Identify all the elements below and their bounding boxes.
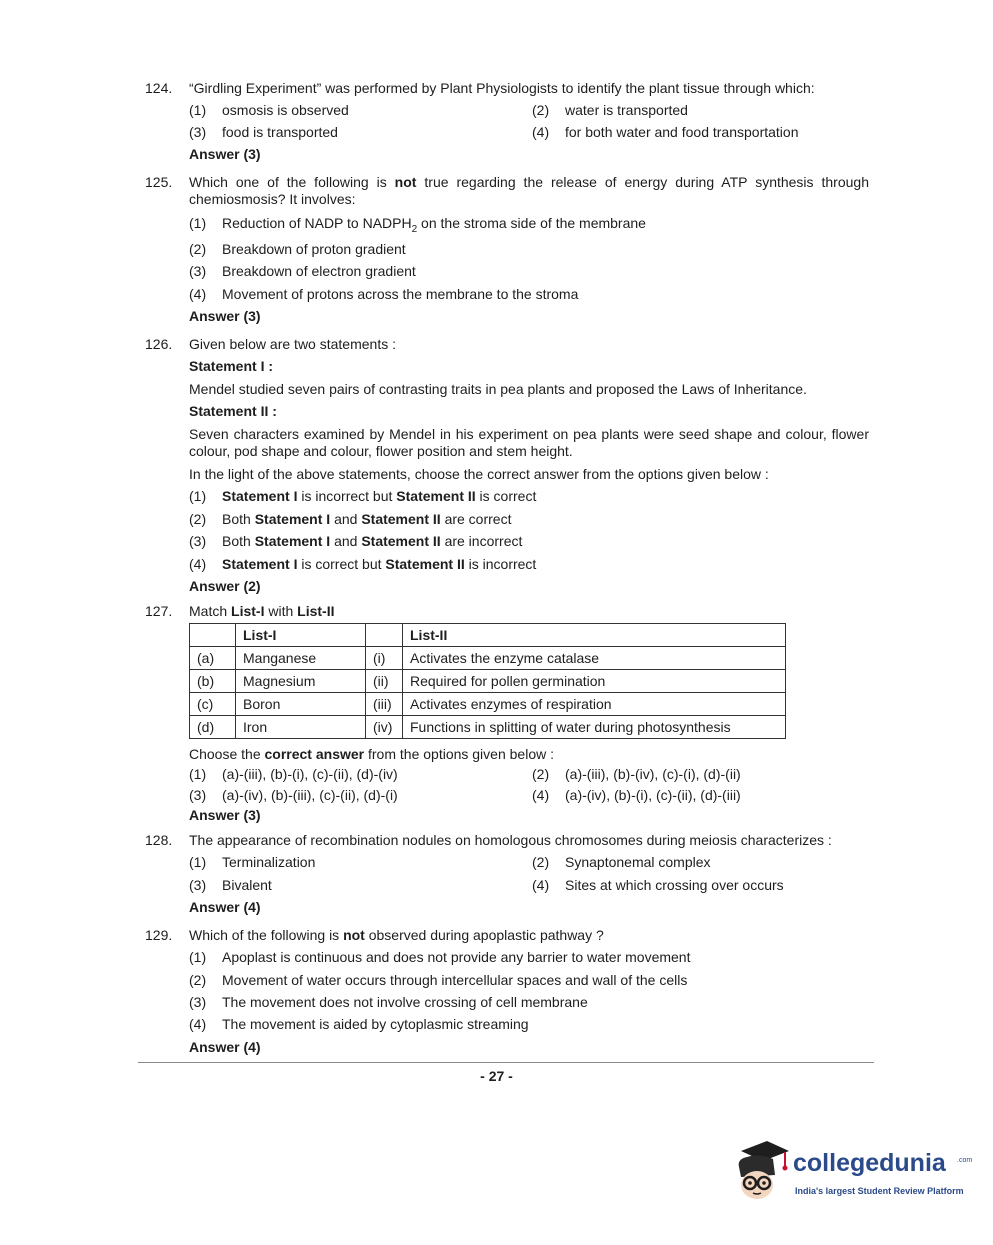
logo-wordmark: collegedunia (793, 1149, 946, 1177)
option-1: (1) Statement I is incorrect but Statement II is correct (189, 488, 537, 504)
option-4: (4) Statement I is correct but Statement II is incorrect (189, 556, 537, 572)
table-cell: (c) (190, 693, 236, 716)
instruction-text: Choose the correct answer from the options given below : (189, 746, 554, 762)
table-header-cell: List-II (403, 624, 786, 647)
table-cell: (iii) (366, 693, 403, 716)
table-cell: Boron (236, 693, 366, 716)
logo-tagline: India's largest Student Review Platform (795, 1186, 964, 1196)
table-row (190, 693, 786, 716)
table-cell: (i) (366, 647, 403, 670)
table-cell (190, 624, 236, 647)
option-4: (4) for both water and food transportation (532, 124, 799, 140)
question-text: “Girdling Experiment” was performed by Plant Physiologists to identify the plant tissue through which: (189, 80, 815, 96)
answer: Answer (2) (189, 578, 261, 594)
question-text: Given below are two statements : (189, 336, 396, 352)
option-1: (1) Reduction of NADP to $NADPH_2$ on the stroma side of the membrane (189, 215, 646, 235)
answer: Answer (3) (189, 807, 261, 823)
table-cell: Activates enzymes of respiration (403, 693, 786, 716)
question-text: The appearance of recombination nodules on homologous chromosomes during meiosis characterizes : (189, 832, 832, 848)
option-4: (4) (a)-(iv), (b)-(i), (c)-(ii), (d)-(iii) (532, 787, 741, 803)
option-2: (2) Both Statement I and Statement II are correct (189, 511, 512, 527)
statement-2-label: Statement II : (189, 403, 277, 419)
answer: Answer (4) (189, 1039, 261, 1055)
option-3: (3) (a)-(iv), (b)-(iii), (c)-(ii), (d)-(i) (189, 787, 398, 803)
mascot-icon (733, 1137, 793, 1209)
table-cell: (d) (190, 716, 236, 739)
option-1: (1) Terminalization (189, 854, 316, 870)
question-text: Match List-I with List-II (189, 603, 335, 619)
table-cell: (ii) (366, 670, 403, 693)
table-cell (366, 624, 403, 647)
statement-2-text: Seven characters examined by Mendel in his experiment on pea plants were seed shape and colour, flower colour, pod shape and colour, flower position and stem height. (189, 426, 869, 459)
table-cell: (a) (190, 647, 236, 670)
option-3: (3) Breakdown of electron gradient (189, 263, 416, 279)
table-cell: Activates the enzyme catalase (403, 647, 786, 670)
option-4: (4) The movement is aided by cytoplasmic streaming (189, 1016, 529, 1032)
page-number: - 27 - (480, 1068, 513, 1084)
option-3: (3) The movement does not involve crossing of cell membrane (189, 994, 588, 1010)
option-2: (2) Synaptonemal complex (532, 854, 711, 870)
table-cell: Manganese (236, 647, 366, 670)
table-cell: (b) (190, 670, 236, 693)
question-number: 125. (145, 174, 173, 190)
answer: Answer (3) (189, 308, 261, 324)
answer: Answer (4) (189, 899, 261, 915)
option-3: (3) Both Statement I and Statement II are incorrect (189, 533, 523, 549)
table-cell: Iron (236, 716, 366, 739)
table-cell: Required for pollen germination (403, 670, 786, 693)
option-4: (4) Movement of protons across the membrane to the stroma (189, 286, 579, 302)
question-number: 126. (145, 336, 173, 352)
table-cell: Functions in splitting of water during photosynthesis (403, 716, 786, 739)
option-2: (2) Movement of water occurs through intercellular spaces and wall of the cells (189, 972, 688, 988)
footer-divider (138, 1062, 874, 1063)
option-2: (2) water is transported (532, 102, 688, 118)
match-table (189, 623, 786, 739)
table-header-cell: List-I (236, 624, 366, 647)
question-text: Which of the following is not observed during apoplastic pathway ? (189, 927, 604, 943)
option-3: (3) Bivalent (189, 877, 272, 893)
option-1: (1) (a)-(iii), (b)-(i), (c)-(ii), (d)-(iv) (189, 766, 398, 782)
table-cell: Magnesium (236, 670, 366, 693)
question-number: 124. (145, 80, 173, 96)
option-2: (2) Breakdown of proton gradient (189, 241, 406, 257)
option-1: (1) Apoplast is continuous and does not provide any barrier to water movement (189, 949, 691, 965)
question-number: 127. (145, 603, 173, 619)
question-number: 128. (145, 832, 173, 848)
option-3: (3) food is transported (189, 124, 338, 140)
question-number: 129. (145, 927, 173, 943)
answer: Answer (3) (189, 146, 261, 162)
instruction-text: In the light of the above statements, choose the correct answer from the options given below : (189, 466, 769, 482)
question-text: Which one of the following is not true regarding the release of energy during ATP synthesis through chemiosmosis? It involves: (189, 174, 869, 207)
statement-1-text: Mendel studied seven pairs of contrasting traits in pea plants and proposed the Laws of Inheritance. (189, 381, 807, 397)
option-1: (1) osmosis is observed (189, 102, 349, 118)
option-4: (4) Sites at which crossing over occurs (532, 877, 784, 893)
table-row (190, 716, 786, 739)
statement-1-label: Statement I : (189, 358, 274, 374)
table-cell: (iv) (366, 716, 403, 739)
table-header-row (190, 624, 786, 647)
logo-com: .com (957, 1157, 973, 1164)
table-row (190, 647, 786, 670)
table-row (190, 670, 786, 693)
option-2: (2) (a)-(iii), (b)-(iv), (c)-(i), (d)-(ii) (532, 766, 741, 782)
collegedunia-logo (733, 1137, 973, 1217)
